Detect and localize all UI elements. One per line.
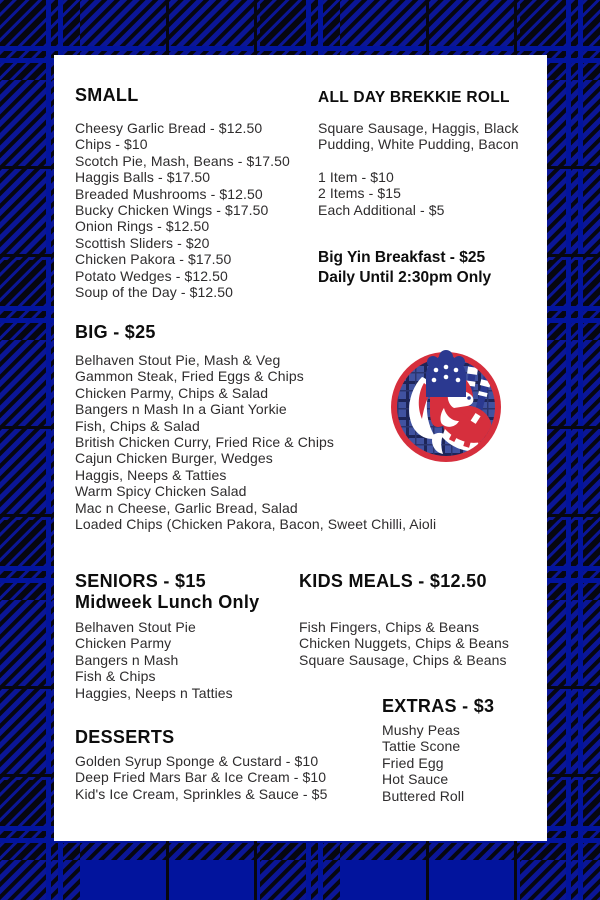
- menu-item: Warm Spicy Chicken Salad: [75, 483, 247, 500]
- menu-item: Kid's Ice Cream, Sprinkles & Sauce - $5: [75, 785, 328, 802]
- menu-item: Fish, Chips & Salad: [75, 417, 200, 434]
- section-small: [75, 85, 325, 300]
- menu-item: Tattie Scone: [382, 738, 461, 755]
- menu-item: Cajun Chicken Burger, Wedges: [75, 450, 273, 467]
- menu-item: 1 Item - $10: [318, 168, 394, 185]
- lion-bagpiper-logo-icon: [388, 345, 504, 465]
- brekkie-special: [318, 248, 543, 288]
- menu-item: Buttered Roll: [382, 787, 465, 804]
- menu-item: Hot Sauce: [382, 771, 449, 788]
- section-seniors-subtitle: Midweek Lunch Only: [75, 592, 260, 612]
- menu-item: Chicken Nuggets, Chips & Beans: [299, 635, 509, 652]
- section-small-title: SMALL: [75, 85, 139, 105]
- menu-item: Scotch Pie, Mash, Beans - $17.50: [75, 152, 290, 169]
- section-kids: [299, 571, 544, 668]
- section-kids-items: [299, 619, 544, 668]
- menu-item: Each Additional - $5: [318, 201, 445, 218]
- menu-item: Potato Wedges - $12.50: [75, 267, 228, 284]
- brekkie-special-line2: Daily Until 2:30pm Only: [318, 269, 492, 287]
- section-brekkie-description: Square Sausage, Haggis, Black Pudding, White Pudding, Bacon: [318, 120, 519, 153]
- section-desserts-items: [75, 753, 405, 802]
- menu-item: Belhaven Stout Pie: [75, 619, 196, 635]
- menu-item: Golden Syrup Sponge & Custard - $10: [75, 753, 319, 769]
- menu-item: Haggis Balls - $17.50: [75, 169, 211, 186]
- menu-item: Haggies, Neeps n Tatties: [75, 684, 233, 701]
- menu-item: Gammon Steak, Fried Eggs & Chips: [75, 368, 304, 385]
- section-desserts: [75, 727, 405, 802]
- menu-item: Fish Fingers, Chips & Beans: [299, 619, 480, 635]
- section-seniors-items: [75, 619, 315, 701]
- menu-item: Bangers n Mash: [75, 651, 179, 668]
- menu-item: Fish & Chips: [75, 668, 156, 685]
- section-small-items: [75, 120, 325, 300]
- section-big-title: BIG - $25: [75, 322, 156, 342]
- menu-item: Breaded Mushrooms - $12.50: [75, 185, 263, 202]
- section-seniors: [75, 571, 315, 701]
- menu-item: Square Sausage, Chips & Beans: [299, 651, 507, 668]
- menu-item: Bucky Chicken Wings - $17.50: [75, 202, 269, 219]
- menu-item: Mac n Cheese, Garlic Bread, Salad: [75, 499, 298, 516]
- menu-item: Chips - $10: [75, 136, 148, 153]
- menu-item: Deep Fried Mars Bar & Ice Cream - $10: [75, 769, 327, 786]
- section-extras-title: EXTRAS - $3: [382, 696, 495, 716]
- section-extras: [382, 696, 552, 804]
- menu-item: Chicken Pakora - $17.50: [75, 251, 232, 268]
- section-desserts-title: DESSERTS: [75, 727, 175, 747]
- menu-item: Soup of the Day - $12.50: [75, 284, 234, 301]
- menu-item: Fried Egg: [382, 754, 444, 771]
- section-kids-title: KIDS MEALS - $12.50: [299, 571, 487, 591]
- menu-item: Bangers n Mash In a Giant Yorkie: [75, 401, 287, 418]
- section-brekkie: [318, 88, 543, 288]
- menu-card: [54, 55, 547, 841]
- menu-item: Haggis, Neeps & Tatties: [75, 466, 227, 483]
- section-seniors-title: SENIORS - $15: [75, 571, 206, 591]
- menu-item: Scottish Sliders - $20: [75, 234, 210, 251]
- brekkie-special-line1: Big Yin Breakfast - $25: [318, 249, 486, 267]
- menu-item: Belhaven Stout Pie, Mash & Veg: [75, 352, 281, 368]
- menu-item: Chicken Parmy: [75, 635, 172, 652]
- menu-item: Chicken Parmy, Chips & Salad: [75, 384, 269, 401]
- menu-item: Mushy Peas: [382, 722, 461, 738]
- menu-item: Onion Rings - $12.50: [75, 218, 210, 235]
- section-extras-items: [382, 722, 552, 804]
- menu-item: Cheesy Garlic Bread - $12.50: [75, 120, 263, 136]
- section-brekkie-pricing: [318, 169, 543, 218]
- menu-item: Loaded Chips (Chicken Pakora, Bacon, Sweet Chilli, Aioli: [75, 516, 437, 533]
- section-brekkie-title: ALL DAY BREKKIE ROLL: [318, 89, 510, 106]
- menu-item: 2 Items - $15: [318, 185, 402, 202]
- menu-item: British Chicken Curry, Fried Rice & Chips: [75, 434, 335, 451]
